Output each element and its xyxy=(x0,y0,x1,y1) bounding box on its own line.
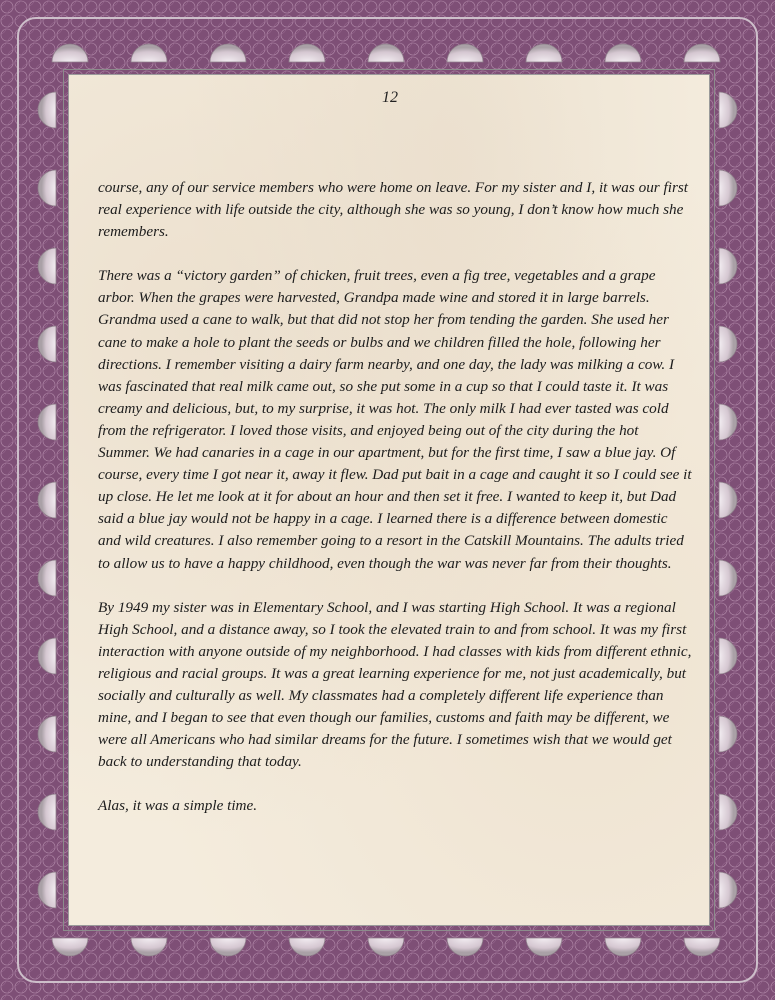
border-scallops-top xyxy=(52,44,720,62)
border-scallops-bottom xyxy=(52,938,720,956)
paragraph-1: course, any of our service members who were home on leave. For my sister and I, it was our first real experience with life outside the city, although she was so young, I don’t know how much she remembers. xyxy=(98,179,688,241)
paragraph-2: There was a “victory garden” of chicken, fruit trees, even a fig tree, vegetables and a grape arbor. When the grapes were harvested, Grandpa made wine and stored it in large barrels. Grandma used a cane to walk, but that did not stop her from tending the garden. She used her cane to make a hole to plant the seeds or bulbs and we children filled the hole, following her directions. I remember visiting a dairy farm nearby, and one day, the lady was milking a cow. I was fascinated that real milk came out, so she put some in a cup so that I could taste it. It was creamy and delicious, but, to my surprise, it was hot. The only milk I had ever tasted was cold from the refrigerator. I loved those visits, and enjoyed being out of the city during the hot Summer. We had canaries in a cage in our apartment, but for the first time, I saw a blue jay. Of course, every time I got near it, away it flew. Dad put bait in a cage and caught it so I could see it up close. He let me look at it for about an hour and then set it free. I wanted to keep it, but Dad said a blue jay would not be happy in a cage. I learned there is a difference between domestic and wild creatures. I also remember going to a resort in the Catskill Mountains. The adults tried to allow us to have a happy childhood, even though the war was never far from their thoughts. xyxy=(98,267,692,572)
paragraph-4: Alas, it was a simple time. xyxy=(98,797,258,815)
page-number: 12 xyxy=(382,89,398,106)
paper-area xyxy=(68,74,710,926)
body-text xyxy=(98,177,693,839)
paragraph-3: By 1949 my sister was in Elementary School, and I was starting High School. It was a regional High School, and a distance away, so I took the elevated train to and from school. It was my first interaction with anyone outside of my neighborhood. I had classes with kids from different ethnic, religious and racial groups. It was a great learning experience for me, not just academically, but socially and culturally as well. My classmates had a completely different life experience than mine, and I began to see that even though our families, customs and faith may be different, we were all Americans who had similar dreams for the future. I sometimes wish that we would get back to understanding that today. xyxy=(98,598,692,771)
